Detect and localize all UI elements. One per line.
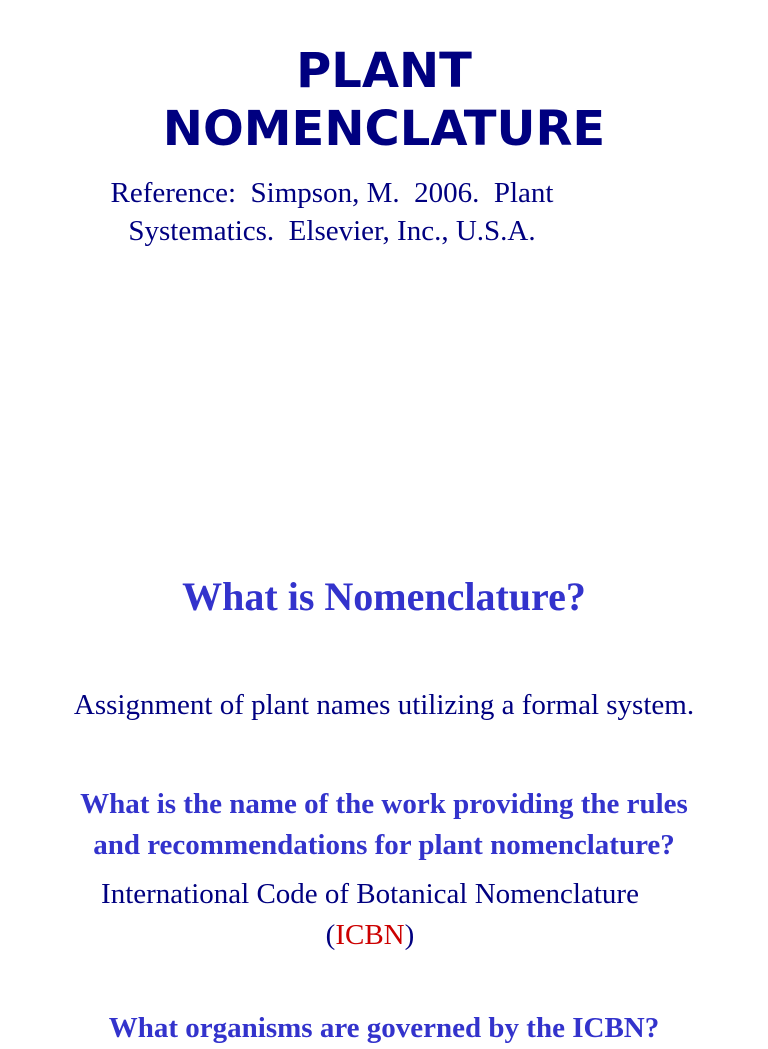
reference-line-1: Reference: Simpson, M. 2006. Plant [110, 177, 554, 209]
icbn-abbreviation: ICBN [335, 919, 405, 951]
answer-line-1: International Code of Botanical Nomenclature [101, 878, 639, 910]
next-question-partial: What organisms are governed by the ICBN? [108, 1012, 660, 1044]
title-line-2: NOMENCLATURE [162, 101, 606, 157]
question-text [0, 784, 768, 866]
answer-close-paren: ) [404, 919, 415, 951]
slide-title [0, 42, 768, 158]
definition-text: Assignment of plant names utilizing a formal system. [73, 689, 695, 721]
answer-text [0, 874, 740, 956]
reference-line-2: Systematics. Elsevier, Inc., U.S.A. [128, 215, 536, 247]
reference-citation [62, 174, 602, 250]
answer-open-paren: ( [325, 919, 336, 951]
section-heading: What is Nomenclature? [182, 574, 586, 619]
answer-line-2 [0, 915, 740, 956]
title-line-1: PLANT [296, 43, 472, 99]
question-line-2: and recommendations for plant nomenclature? [93, 829, 675, 861]
question-line-1: What is the name of the work providing the rules [80, 788, 688, 820]
